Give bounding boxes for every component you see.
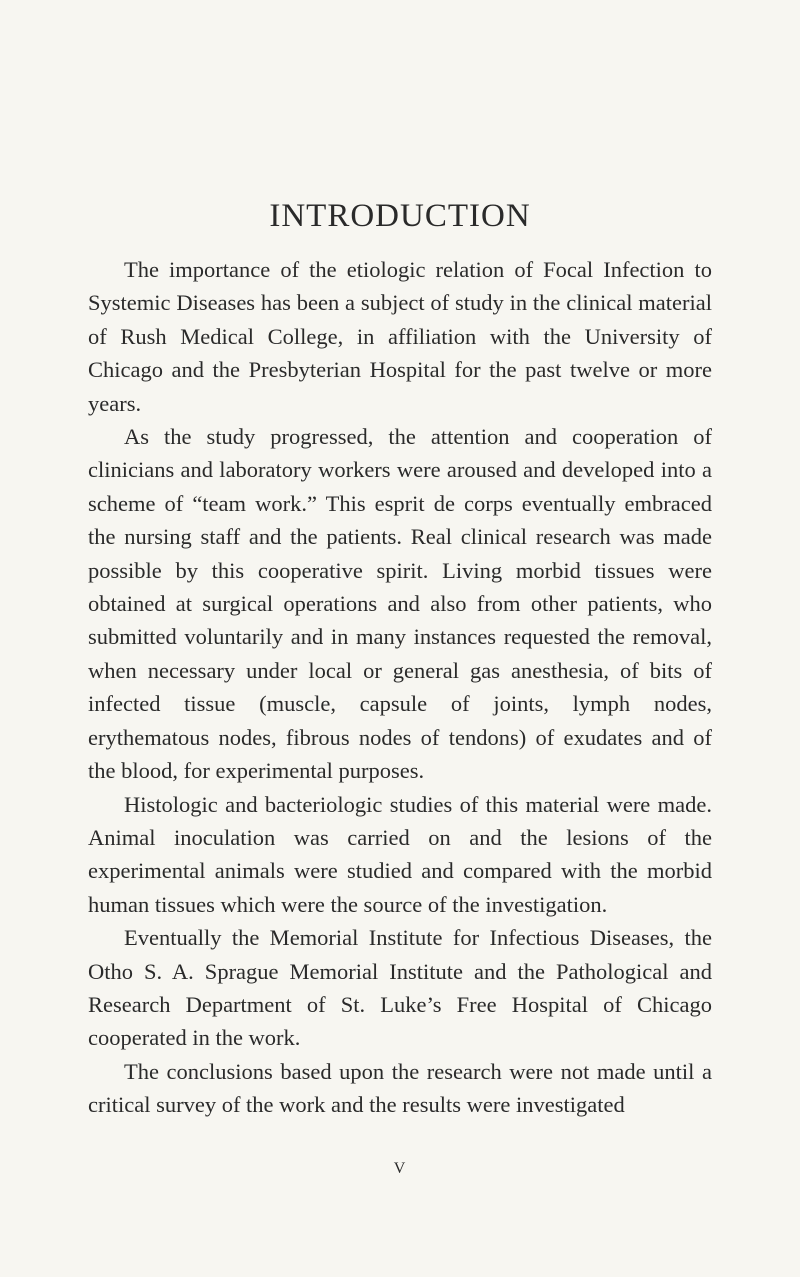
page-number: V [393,1160,407,1177]
paragraph: The conclusions based upon the research were not made until a critical survey of the work and the results were investigated [88,1058,712,1118]
paragraph: Histologic and bacteriologic studies of this material were made. Animal inoculation was carried on and the lesions of the experimental animals were studied and compared with the morbid human tissues which were the source of the investigation. [88,791,712,917]
paragraph: As the study progressed, the attention and cooperation of clinicians and laboratory workers were aroused and developed into a scheme of “team work.” This esprit de corps eventually embraced the nursing staff and the patients. Real clinical research was made possible by this cooperative spirit. Living morbid tissues were obtained at surgical operations and also from other patients, who submitted voluntarily and in many instances requested the removal, when necessary under local or general gas anesthesia, of bits of infected tissue (muscle, capsule of joints, lymph nodes, erythematous nodes, fibrous nodes of tendons) of exudates and of the blood, for experimental purposes. [88,424,712,784]
page-title: INTRODUCTION [269,198,531,234]
body-text [88,253,712,1122]
paragraph: Eventually the Memorial Institute for Infectious Diseases, the Otho S. A. Sprague Memorial Institute and the Pathological and Research Department of St. Luke’s Free Hospital of Chicago cooperated in the work. [88,925,712,1051]
paragraph: The importance of the etiologic relation of Focal Infection to Systemic Diseases has been a subject of study in the clinical material of Rush Medical College, in affiliation with the University of Chicago and the Presbyterian Hospital for the past twelve or more years. [88,257,712,416]
